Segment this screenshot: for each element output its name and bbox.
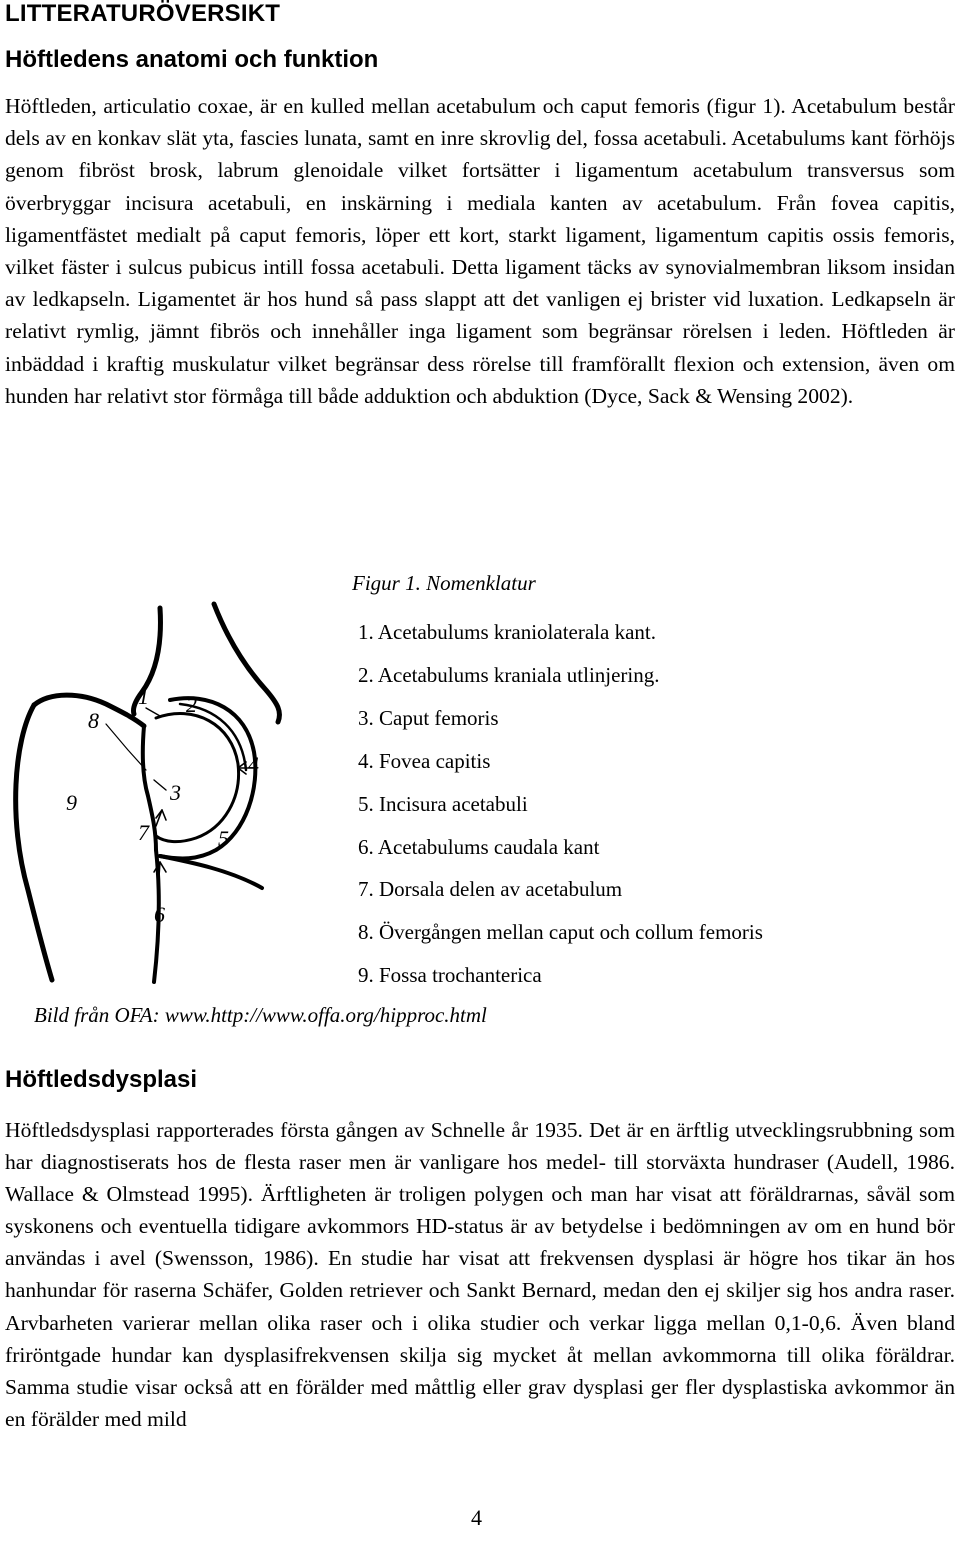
image-credit: Bild från OFA: www.http://www.offa.org/hipproc.html: [34, 1003, 487, 1027]
diagram-label-6: 6: [154, 902, 165, 927]
paragraph-dysplasia: Höftledsdysplasi rapporterades första gången av Schnelle år 1935. Det är en ärftlig utvecklingsrubbning som har diagnostiserats hos de flesta raser men är vanligare hos medel- till storväxta hundraser (Audell, 1986. Wallace & Olmstead 1995). Ärftligheten är troligen polygen och man har visat att föräldrarnas, såväl som syskonens och eventuella tidigare avkommors HD-status är av betydelse i bedömningen av om en hund bör användas i avel (Swensson, 1986). En studie har visat att frekvensen dysplasi är högre hos tikar än hos hanhundar för raserna Schäfer, Golden retriever och Sankt Bernard, medan den ej skiljer sig hos andra raser. Arvbarheten varierar mellan olika raser och i olika studier och verkar ligga mellan 0,1-0,6. Även bland friröntgade hundar kan dysplasifrekvensen skilja sig mycket åt mellan avkommorna till olika föräldrar. Samma studie visar också att en förälder med måttlig eller grav dysplasi ger fler dysplastiska avkommor än en förälder med mild: [5, 1118, 955, 1431]
section-title-dysplasia: Höftledsdysplasi: [5, 1066, 198, 1093]
legend-item: 6. Acetabulums caudala kant: [358, 834, 600, 859]
diagram-label-5: 5: [218, 826, 229, 851]
figure-legend-list: [358, 611, 763, 997]
femur-shaft-left: [16, 705, 52, 980]
page-number: 4: [471, 1505, 482, 1530]
legend-item: 9. Fossa trochanterica: [358, 963, 542, 988]
diagram-label-3: 3: [170, 780, 181, 805]
paragraph-anatomy: Höftleden, articulatio coxae, är en kulled mellan acetabulum och caput femoris (figur 1). Acetabulum består dels av en konkav slät yta, fascies lunata, samt en inre skrovlig del, fossa acetabuli. Acetabulums kant förhöjs genom fibröst brosk, labrum glenoidale vilket fortsätter i ligamentum acetabulum transversus som överbryggar incisura acetabuli, en inskärning i mediala kanten av acetabulum. Från fovea capitis, ligamentfästet medialt på caput femoris, löper ett kort, starkt ligament, ligamentum capitis ossis femoris, vilket fäster i sulcus pubicus intill fossa acetabuli. Detta ligament täcks av synovialmembran liksom insidan av ledkapseln. Ligamentet är hos hund så pass slappt att det vanligen ej brister vid luxation. Ledkapseln är relativt rymlig, jämnt fibrös och innehåller inga ligament som begränsar rörelsen i leden. Höftleden är inbäddad i kraftig muskulatur vilket begränsar dess rörelse till framförallt flexion och extension, även om hunden har relativt stor förmåga till både adduktion och abduktion (Dyce, Sack & Wensing 2002).: [5, 94, 955, 408]
figure-caption: Figur 1. Nomenklatur: [352, 571, 536, 595]
acetabular-rim: [160, 698, 255, 858]
section-title-anatomy: Höftledens anatomi och funktion: [5, 46, 379, 73]
leader-line-3: [154, 780, 166, 790]
femoral-head: [156, 714, 239, 842]
arrow-head-7: [156, 810, 166, 820]
pelvis-outline-right: [214, 604, 280, 722]
diagram-label-7: 7: [138, 820, 149, 845]
diagram-label-4: 4: [248, 752, 259, 777]
leader-line-8: [106, 724, 146, 770]
legend-item: 4. Fovea capitis: [358, 748, 491, 773]
hip-joint-diagram: [10, 600, 340, 985]
ischium-outline: [160, 856, 262, 888]
legend-item: 8. Övergången mellan caput och collum femoris: [358, 920, 763, 945]
leader-line-1: [146, 708, 160, 716]
legend-item: 7. Dorsala delen av acetabulum: [358, 877, 623, 902]
legend-item: 2. Acetabulums kraniala utlinjering.: [358, 662, 660, 687]
main-heading: LITTERATURÖVERSIKT: [5, 0, 281, 27]
diagram-label-8: 8: [88, 708, 99, 733]
diagram-label-2: 2: [186, 692, 197, 717]
legend-item: 3. Caput femoris: [358, 705, 499, 730]
diagram-label-9: 9: [66, 790, 77, 815]
legend-item: 5. Incisura acetabuli: [358, 791, 528, 816]
diagram-label-1: 1: [138, 684, 149, 709]
legend-item: 1. Acetabulums kraniolaterala kant.: [358, 620, 656, 644]
